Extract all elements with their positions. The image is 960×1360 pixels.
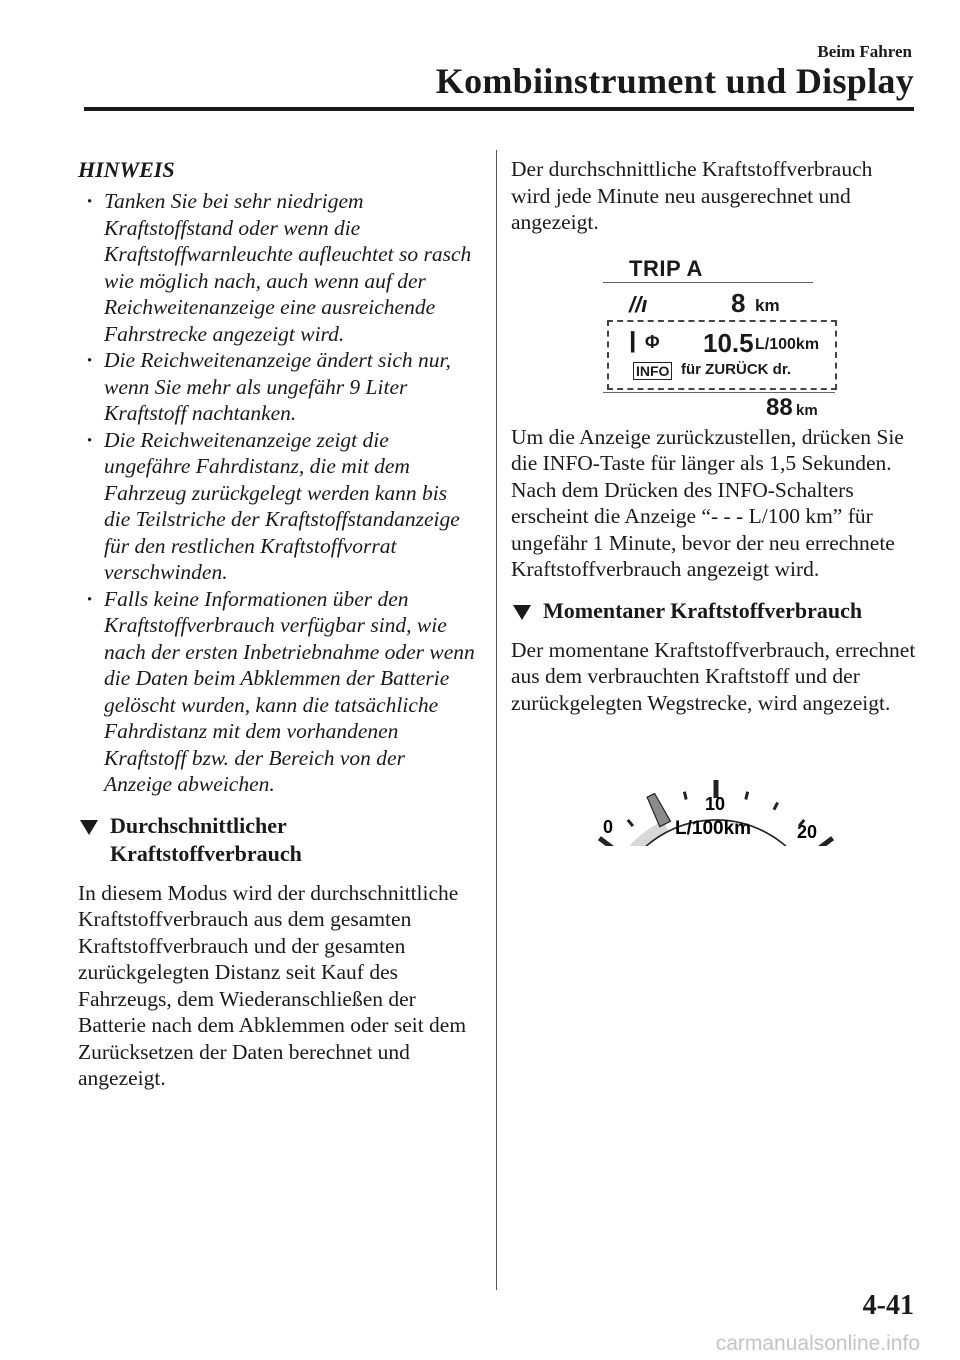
note-text: Die Reichweitenanzeige ändert sich nur, wenn Sie mehr als ungefähr 9 Liter Kraftstoff nachtanken. [104,348,451,425]
recalc-description: Der durchschnittliche Kraftstoffverbrauch wird jede Minute neu ausgerechnet und angezeigt. [511,157,873,234]
section-heading-average [78,812,476,868]
note-item [78,586,476,798]
range-value: 8 [731,287,746,318]
note-item [78,188,476,347]
section-label: Beim Fahren [817,42,912,61]
display-line [603,282,813,283]
heading-line: Kraftstoffverbrauch [110,840,302,866]
note-list [78,188,476,798]
bullet-icon: · [86,427,94,452]
note-heading: HINWEIS [78,157,175,182]
average-unit: L/100km [755,335,820,353]
display-line [603,392,835,393]
instant-description: Der momentane Kraftstoffverbrauch, errechnet aus dem verbrauchten Kraftstoff und der zurückgelegten Wegstrecke, wird angezeigt. [511,637,916,715]
average-description: In diesem Modus wird der durchschnittliche Kraftstoffverbrauch aus dem gesamten Kraftstoffverbrauch und der gesamten zurückgelegten Distanz seit Kauf des Fahrzeugs, dem Wiederanschließen der Batterie nach dem Abklemmen oder seit dem Zurücksetzen der Daten berechnet und angezeigt. [78,880,467,1090]
page-title: Kombiinstrument und Display [435,61,914,101]
reset-hint: für ZURÜCK dr. [681,360,791,378]
heading-line: Momentaner Kraftstoffverbrauch [543,597,863,623]
page-number: 4-41 [862,1290,914,1321]
minor-tick [774,803,778,810]
note-text: Tanken Sie bei sehr niedrigem Kraftstoffstand oder wenn die Kraftstoffwarnleuchte aufleuchtet so rasch wie möglich nach, auch wenn auf der Reichweitenanzeige eine ausreichende Fahrstrecke angezeigt wird. [104,189,472,346]
watermark: carmanualsonline.info [715,1332,920,1355]
header-rule [84,107,914,111]
average-value: 10.5 [703,327,754,358]
minor-tick [684,792,686,800]
info-button-label: INFO [633,362,672,380]
reset-description: Um die Anzeige zurückzustellen, drücken Sie die INFO-Taste für länger als 1,5 Sekunden. Nach dem Drücken des INFO-Schalters erscheint die Anzeige “- - - L/100 km” für ungefähr 1 Minute, bevor der neu errechnete Kraftstoffverbrauch angezeigt wird. [511,424,904,581]
left-column [78,156,476,1092]
fuel-consumption-gauge [591,756,841,846]
trip-display-illustration [511,248,917,421]
gauge-max-label: 20 [797,822,818,842]
column-divider [496,150,497,1290]
right-column [511,156,917,846]
heading-line: Durchschnittlicher [110,812,287,838]
major-tick [599,838,613,846]
range-icon: //ı [629,291,648,317]
gauge-min-label: 0 [603,817,614,837]
note-text: Die Reichweitenanzeige zeigt die ungefähre Fahrdistanz, die mit dem Fahrzeug zurückgelegt werden kann bis die Teilstriche der Kraftstoffstandanzeige für den restlichen Kraftstoffvorrat verschwinden. [104,427,460,584]
note-item [78,347,476,427]
range-unit: km [755,295,780,315]
section-heading-instant [511,597,917,625]
fuel-consumption-icon: ▎Φ [631,331,660,352]
major-tick [818,838,832,846]
odometer-unit: km [796,401,818,419]
bullet-icon: · [86,586,94,611]
note-text: Falls keine Informationen über den Kraftstoffverbrauch verfügbar sind, wie nach der ersten Inbetriebnahme oder wenn die Daten beim Abklemmen der Batterie gelöscht wurden, kann die tatsächliche Fahrdistanz mit dem vorhandenen Kraftstoff bzw. der Bereich von der Anzeige abweichen. [104,586,475,796]
triangle-marker-icon [80,820,98,835]
trip-label: TRIP A [629,255,703,281]
gauge-needle [647,794,670,827]
minor-tick [746,792,748,800]
triangle-marker-icon [513,605,531,620]
odometer-value: 88 [766,393,793,421]
minor-tick [628,820,633,826]
bullet-icon: · [86,348,94,372]
gauge-unit-label: L/100km [675,818,752,839]
note-item [78,427,476,586]
bullet-icon: · [86,189,94,213]
gauge-mid-label: 10 [705,794,726,814]
